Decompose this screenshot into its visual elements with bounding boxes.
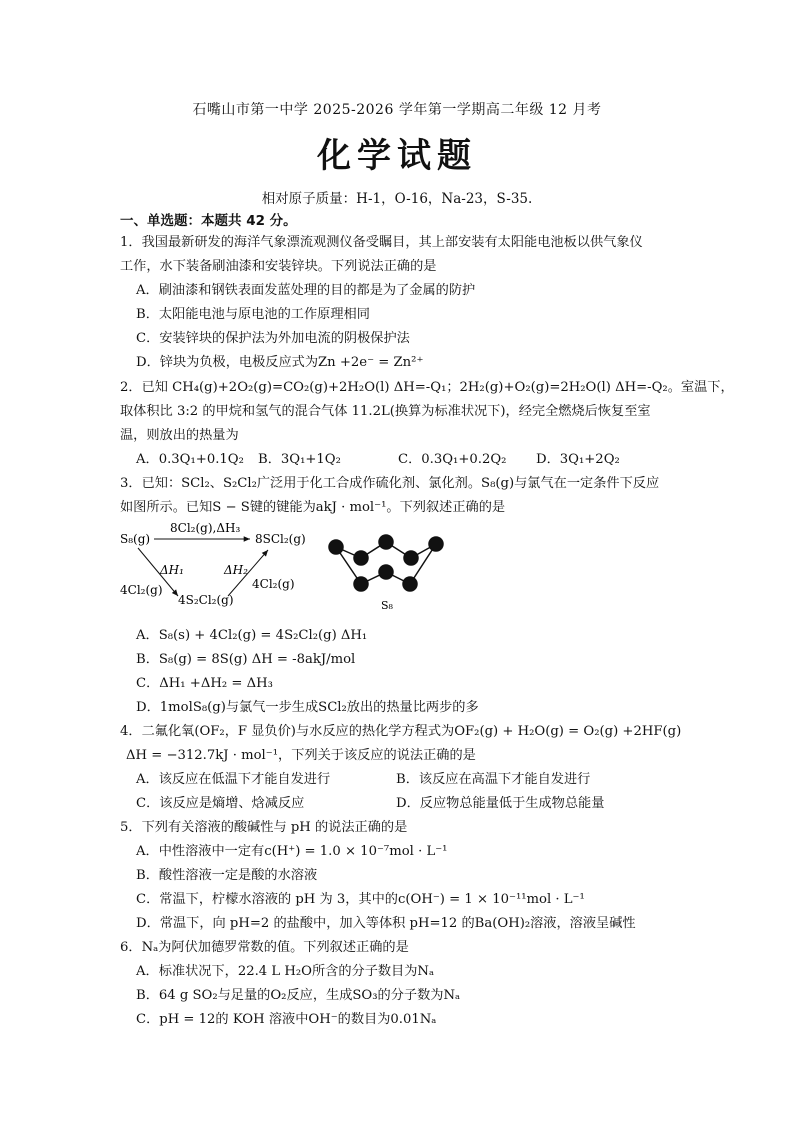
q6-option-a: A．标准状况下，22.4 L H₂O所含的分子数目为Nₐ	[136, 964, 435, 979]
scl2-label: 8SCl₂(g)	[255, 532, 306, 546]
q3-stem-line1: 3．已知：SCl₂、S₂Cl₂广泛用于化工合成作硫化剂、氯化剂。S₈(g)与氯气在一定条件下反应	[120, 476, 660, 491]
q2-option-d: D．3Q₁+2Q₂	[536, 452, 620, 467]
q4-option-d: D．反应物总能量低于生成物总能量	[396, 796, 605, 811]
q3-stem-line2: 如图所示。已知S − S键的键能为akJ · mol⁻¹。下列叙述正确的是	[120, 500, 506, 515]
q4-option-a: A．该反应在低温下才能自发进行	[136, 772, 331, 787]
q2-stem-line3: 温，则放出的热量为	[120, 428, 239, 443]
s2cl2-label: 4S₂Cl₂(g)	[178, 593, 234, 607]
q3-option-d: D．1molS₈(g)与氯气一步生成SCl₂放出的热量比两步的多	[136, 700, 479, 715]
cl2-right-label: 4Cl₂(g)	[252, 577, 295, 591]
q5-option-b: B．酸性溶液一定是酸的水溶液	[136, 868, 318, 883]
exam-subtitle: 石嘴山市第一中学 2025-2026 学年第一学期高二年级 12 月考	[192, 102, 602, 118]
section-heading: 一、单选题：本题共 42 分。	[120, 213, 297, 229]
q4-option-b: B．该反应在高温下才能自发进行	[396, 772, 591, 787]
q4-stem-line2: ΔH = −312.7kJ · mol⁻¹，下列关于该反应的说法正确的是	[126, 748, 476, 763]
q3-option-c: C．ΔH₁ +ΔH₂ = ΔH₃	[136, 676, 273, 691]
reaction-pathway-diagram	[118, 516, 448, 620]
q3-option-b: B．S₈(g) = 8S(g) ΔH = -8akJ/mol	[136, 652, 356, 667]
top-arrow-label: 8Cl₂(g),ΔH₃	[170, 521, 241, 535]
q5-option-a: A．中性溶液中一定有c(H⁺) = 1.0 × 10⁻⁷mol · L⁻¹	[136, 844, 448, 859]
dh1-label: ΔH₁	[160, 563, 184, 577]
q5-stem-line1: 5．下列有关溶液的酸碱性与 pH 的说法正确的是	[120, 820, 408, 835]
q1-option-b: B．太阳能电池与原电池的工作原理相同	[136, 307, 370, 322]
q6-option-b: B．64 g SO₂与足量的O₂反应，生成SO₃的分子数为Nₐ	[136, 988, 461, 1003]
q1-option-a: A．刷油漆和钢铁表面发蓝处理的目的都是为了金属的防护	[136, 283, 476, 298]
exam-title: 化学试题	[317, 136, 477, 176]
q6-stem-line1: 6．Nₐ为阿伏加德罗常数的值。下列叙述正确的是	[120, 940, 409, 955]
q3-option-a: A．S₈(s) + 4Cl₂(g) = 4S₂Cl₂(g) ΔH₁	[136, 628, 368, 643]
q1-option-d: D．锌块为负极，电极反应式为Zn +2e⁻ = Zn²⁺	[136, 355, 424, 370]
q2-option-a: A．0.3Q₁+0.1Q₂	[136, 452, 244, 467]
q4-option-c: C．该反应是熵增、焓减反应	[136, 796, 305, 811]
q5-option-d: D．常温下，向 pH=2 的盐酸中，加入等体积 pH=12 的Ba(OH)₂溶液，溶液呈碱性	[136, 916, 636, 931]
q2-stem-line2: 取体积比 3:2 的甲烷和氢气的混合气体 11.2L(换算为标准状况下)，经完全燃烧后恢复至室	[120, 404, 651, 419]
q2-option-c: C．0.3Q₁+0.2Q₂	[398, 452, 507, 467]
cl2-left-label: 4Cl₂(g)	[120, 583, 163, 597]
q1-option-c: C．安装锌块的保护法为外加电流的阴极保护法	[136, 331, 410, 346]
atomic-masses: 相对原子质量：H-1，O-16，Na-23，S-35.	[261, 191, 533, 207]
dh2-label: ΔH₂	[224, 563, 248, 577]
q4-stem-line1: 4．二氟化氧(OF₂，F 显负价)与水反应的热化学方程式为OF₂(g) + H₂O(g) = O₂(g) +2HF(g)	[120, 724, 682, 739]
q2-option-b: B．3Q₁+1Q₂	[258, 452, 341, 467]
q1-stem-line1: 1．我国最新研发的海洋气象漂流观测仪备受瞩目，其上部安装有太阳能电池板以供气象仪	[120, 235, 643, 250]
s8-ring-structure	[329, 535, 443, 591]
q2-stem-line1: 2．已知 CH₄(g)+2O₂(g)=CO₂(g)+2H₂O(l) ΔH=-Q₁；2H₂(g)+O₂(g)=2H₂O(l) ΔH=-Q₂。室温下，	[120, 380, 734, 395]
q6-option-c: C．pH = 12的 KOH 溶液中OH⁻的数目为0.01Nₐ	[136, 1012, 437, 1027]
s8-ring-label: S₈	[381, 599, 393, 612]
s8-gas-label: S₈(g)	[120, 532, 151, 546]
q5-option-c: C．常温下，柠檬水溶液的 pH 为 3，其中的c(OH⁻) = 1 × 10⁻¹¹mol · L⁻¹	[136, 892, 585, 907]
q1-stem-line2: 工作，水下装备刷油漆和安装锌块。下列说法正确的是	[120, 259, 437, 274]
